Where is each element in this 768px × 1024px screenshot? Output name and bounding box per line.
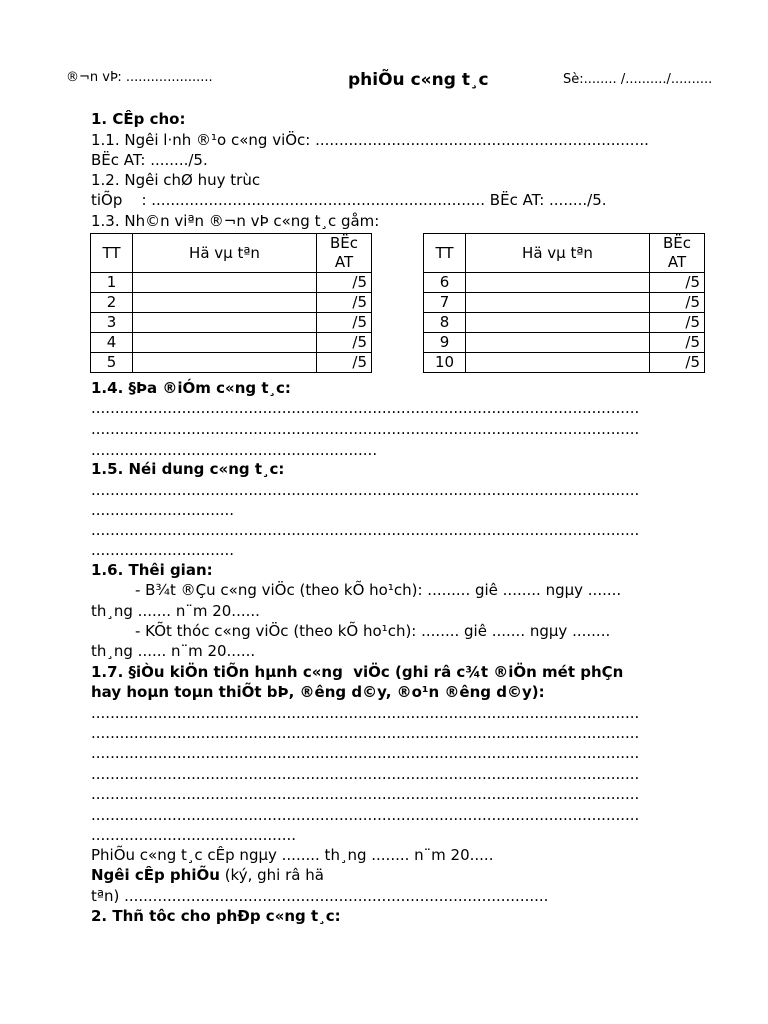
col-tt: TT: [91, 234, 133, 273]
table-row: 6 /5: [424, 273, 705, 293]
dotted-line: ...................................................................................................................: [91, 765, 640, 783]
staff-list-heading: 1.3. Nh©n viªn ®¬n vÞ c«ng t¸c gåm:: [91, 212, 380, 230]
conditions-heading-2: hay hoµn toµn thiÕt bÞ, ®êng d©y, ®o¹n ®êng d©y):: [91, 683, 545, 701]
direct-commander-level: tiÕp : ...................................................................... BËc AT: ......../5.: [91, 191, 607, 209]
start-time-line: - B¾t ®Çu c«ng viÖc (theo kÕ ho¹ch): ......... giê ........ ngµy .......: [135, 581, 622, 599]
dotted-line: ...................................................................................................................: [91, 399, 640, 417]
end-time-line-2: th¸ng ...... n¨m 20......: [91, 642, 256, 660]
issuer-line-2: tªn) .........................................................................................: [91, 887, 549, 905]
table-row: 1 /5: [91, 273, 372, 293]
end-time-line: - KÕt thóc c«ng viÖc (theo kÕ ho¹ch): ........ giê ....... ngµy ........: [135, 622, 611, 640]
table-header-row: [424, 234, 705, 273]
table-row: 9 /5: [424, 333, 705, 353]
dotted-line: ..............................: [91, 501, 235, 519]
table-row: 10 /5: [424, 353, 705, 373]
issuer-label: Ngêi cÊp phiÕu: [91, 866, 220, 884]
col-name: Hä vµ tªn: [133, 234, 317, 273]
dotted-line: ...................................................................................................................: [91, 806, 640, 824]
col-tt: TT: [424, 234, 466, 273]
direct-commander-line: 1.2. Ngêi chØ huy trùc: [91, 171, 261, 189]
section-2-heading: 2. Thñ tôc cho phÐp c«ng t¸c:: [91, 907, 341, 925]
dotted-line: ...................................................................................................................: [91, 785, 640, 803]
dotted-line: ...................................................................................................................: [91, 521, 640, 539]
dotted-line: ...................................................................................................................: [91, 420, 640, 438]
issuer-note: (ký, ghi râ hä: [219, 866, 324, 884]
table-row: 2 /5: [91, 293, 372, 313]
location-heading: 1.4. §Þa ®iÓm c«ng t¸c:: [91, 379, 291, 397]
dotted-line: ...................................................................................................................: [91, 481, 640, 499]
col-name: Hä vµ tªn: [466, 234, 650, 273]
issue-date-line: PhiÕu c«ng t¸c cÊp ngµy ........ th¸ng ........ n¨m 20.....: [91, 846, 494, 864]
work-leader-line: 1.1. Ngêi l·nh ®¹o c«ng viÖc: ......................................................................: [91, 131, 649, 149]
table-row: 7 /5: [424, 293, 705, 313]
unit-field: ®¬n vÞ: .....................: [66, 70, 213, 85]
conditions-heading: 1.7. §iÒu kiÖn tiÕn hµnh c«ng viÖc (ghi râ c¾t ®iÖn mét phÇn: [91, 663, 624, 681]
dotted-line: ...........................................: [91, 826, 297, 844]
staff-table-left: [90, 233, 372, 373]
table-header-row: [91, 234, 372, 273]
section-1-heading: 1. CÊp cho:: [91, 110, 186, 128]
dotted-line: ...................................................................................................................: [91, 744, 640, 762]
dotted-line: ............................................................: [91, 441, 378, 459]
dotted-line: ...................................................................................................................: [91, 724, 640, 742]
table-row: 5 /5: [91, 353, 372, 373]
staff-table-right: [423, 233, 705, 373]
table-row: 8 /5: [424, 313, 705, 333]
start-time-line-2: th¸ng ....... n¨m 20......: [91, 602, 260, 620]
page-title: phiÕu c«ng t¸c: [348, 70, 489, 90]
dotted-line: ..............................: [91, 541, 235, 559]
table-row: 3 /5: [91, 313, 372, 333]
work-leader-level: BËc AT: ......../5.: [91, 151, 208, 169]
col-level: BËc AT: [650, 234, 705, 273]
col-level: BËc AT: [317, 234, 372, 273]
table-row: 4 /5: [91, 333, 372, 353]
dotted-line: ...................................................................................................................: [91, 704, 640, 722]
time-heading: 1.6. Thêi gian:: [91, 561, 213, 579]
issuer-line: [91, 865, 324, 885]
form-number: Sè:........ /........../..........: [563, 72, 713, 87]
content-heading: 1.5. Néi dung c«ng t¸c:: [91, 460, 285, 478]
